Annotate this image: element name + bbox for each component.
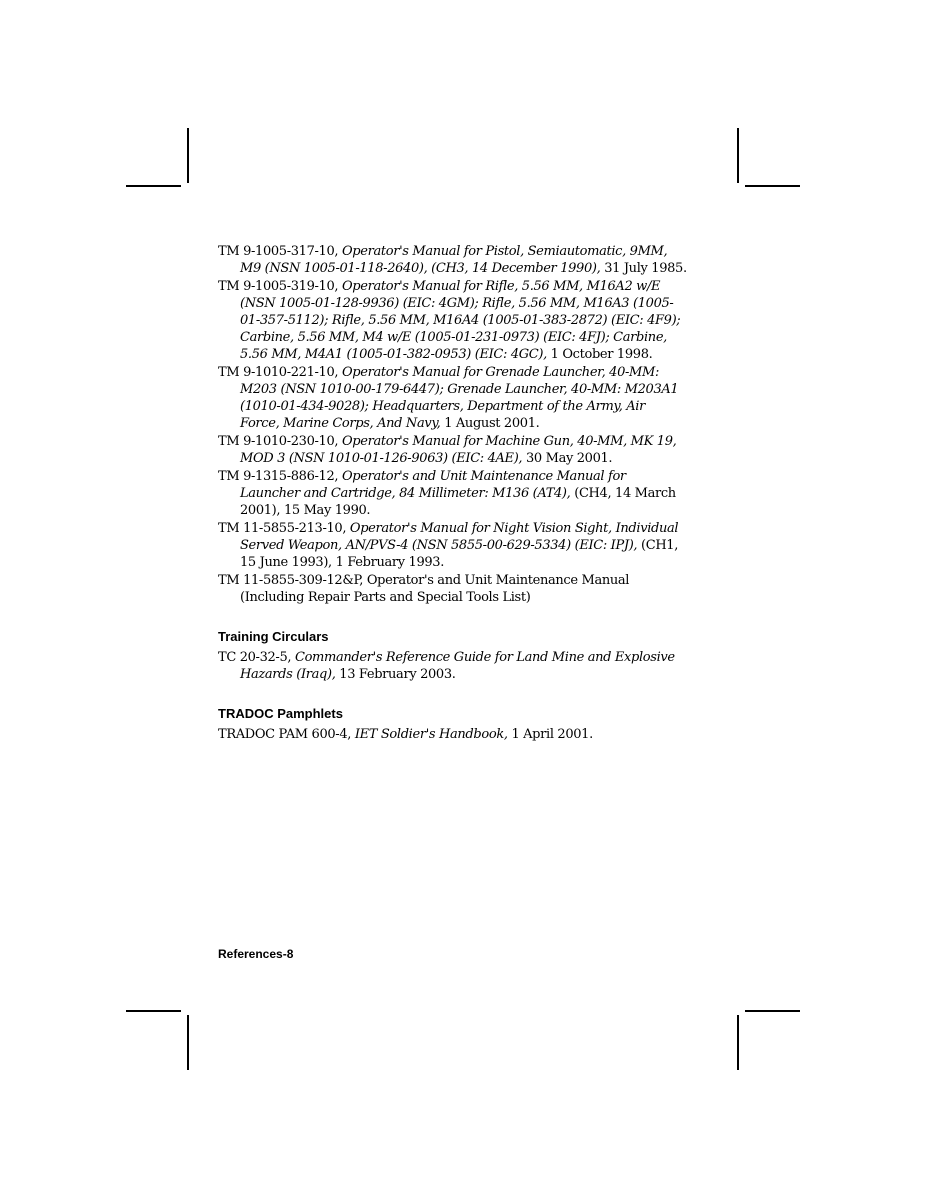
- crop-mark-bottom-left-horizontal: [126, 1010, 181, 1012]
- crop-mark-bottom-left-vertical: [187, 1015, 189, 1070]
- reference-item: TM 9-1005-317-10, Operator's Manual for Pistol, Semiautomatic, 9MM, M9 (NSN 1005-01-118-2640), (CH3, 14 December 1990), 31 July 1985.: [218, 244, 687, 276]
- crop-mark-top-left-vertical: [187, 128, 189, 183]
- references-content: [218, 243, 688, 744]
- section-heading-tradoc-pamphlets: TRADOC Pamphlets: [218, 706, 343, 721]
- reference-item: TM 9-1315-886-12, Operator's and Unit Maintenance Manual for Launcher and Cartridge, 84 Millimeter: M136 (AT4), (CH4, 14 March 2001), 15 May 1990.: [218, 469, 676, 518]
- crop-mark-top-right-vertical: [737, 128, 739, 183]
- section-heading-training-circulars: Training Circulars: [218, 629, 329, 644]
- reference-item: TM 11-5855-309-12&P, Operator's and Unit Maintenance Manual (Including Repair Parts and Special Tools List): [218, 573, 630, 605]
- reference-item: TRADOC PAM 600-4, IET Soldier's Handbook, 1 April 2001.: [218, 727, 593, 742]
- reference-item: TM 9-1005-319-10, Operator's Manual for Rifle, 5.56 MM, M16A2 w/E (NSN 1005-01-128-9936) (EIC: 4GM); Rifle, 5.56 MM, M16A3 (1005-01-357-5112); Rifle, 5.56 MM, M16A4 (1005-01-383-2872) (EIC: 4F9); Carbine, 5.56 MM, M4 w/E (1005-01-231-0973) (EIC: 4FJ); Carbine, 5.56 MM, M4A1 (1005-01-382-0953) (EIC: 4GC), 1 October 1998.: [218, 279, 681, 362]
- reference-item: TC 20-32-5, Commander's Reference Guide for Land Mine and Explosive Hazards (Iraq), 13 February 2003.: [218, 650, 675, 682]
- reference-item: TM 9-1010-221-10, Operator's Manual for Grenade Launcher, 40-MM: M203 (NSN 1010-00-179-6447); Grenade Launcher, 40-MM: M203A1 (1010-01-434-9028); Headquarters, Department of the Army, Air Force, Marine Corps, And Navy, 1 August 2001.: [218, 365, 679, 431]
- crop-mark-top-right-horizontal: [745, 185, 800, 187]
- technical-manuals-list: [218, 243, 688, 606]
- crop-mark-bottom-right-vertical: [737, 1015, 739, 1070]
- reference-item: TM 11-5855-213-10, Operator's Manual for Night Vision Sight, Individual Served Weapon, AN/PVS-4 (NSN 5855-00-629-5334) (EIC: IPJ), (CH1, 15 June 1993), 1 February 1993.: [218, 521, 679, 570]
- crop-mark-top-left-horizontal: [126, 185, 181, 187]
- page-footer-label: References-8: [218, 947, 294, 961]
- reference-item: TM 9-1010-230-10, Operator's Manual for Machine Gun, 40-MM, MK 19, MOD 3 (NSN 1010-01-126-9063) (EIC: 4AE), 30 May 2001.: [218, 434, 677, 466]
- crop-mark-bottom-right-horizontal: [745, 1010, 800, 1012]
